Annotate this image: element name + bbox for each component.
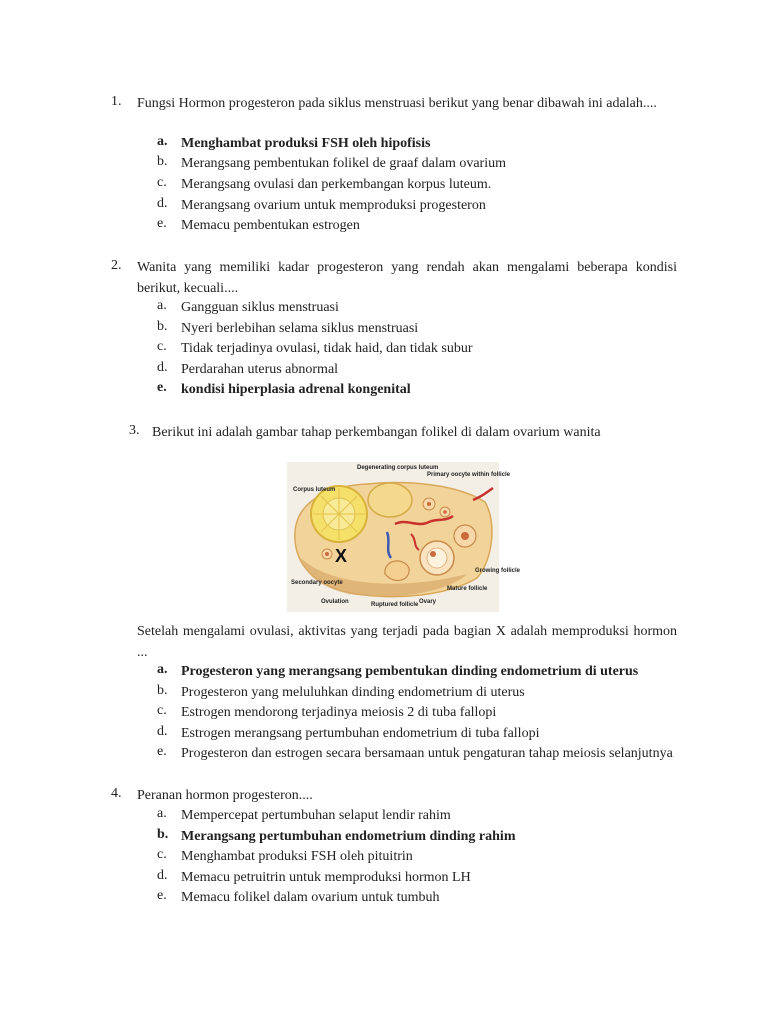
- label-ovary: Ovary: [419, 599, 437, 605]
- label-growing-follicle: Growing follicle: [475, 568, 521, 574]
- degenerating-corpus-luteum: [368, 483, 412, 517]
- marker-x: X: [335, 546, 348, 566]
- ruptured-follicle: [385, 561, 409, 581]
- option-letter: c.: [157, 703, 167, 718]
- option-text: Mempercepat pertumbuhan selaput lendir rahim: [181, 808, 451, 823]
- option-letter: a.: [157, 662, 168, 677]
- option-letter: d.: [157, 868, 168, 883]
- primary-oocyte: [427, 502, 431, 506]
- label-primary-oocyte: Primary oocyte within follicle: [427, 472, 511, 478]
- option-text: kondisi hiperplasia adrenal kongenital: [181, 382, 411, 397]
- question-number: 1.: [111, 94, 122, 109]
- option-letter: b.: [157, 683, 168, 698]
- label-corpus-luteum: Corpus luteum: [293, 487, 336, 493]
- option-text: Progesteron dan estrogen secara bersamaan untuk pengaturan tahap meiosis selanjutnya: [181, 746, 673, 761]
- option-letter: d.: [157, 196, 168, 211]
- option-letter: a.: [157, 134, 168, 149]
- option-letter: c.: [157, 847, 167, 862]
- option-text: Merangsang pembentukan folikel de graaf dalam ovarium: [181, 156, 506, 171]
- question-number: 3.: [129, 423, 140, 438]
- option-text: Memacu petruitrin untuk memproduksi hormon LH: [181, 870, 471, 885]
- option-letter: b.: [157, 319, 168, 334]
- option-text: Memacu folikel dalam ovarium untuk tumbuh: [181, 890, 440, 905]
- label-secondary-oocyte: Secondary oocyte: [291, 580, 343, 586]
- label-ovulation: Ovulation: [321, 599, 349, 605]
- option-letter: e.: [157, 380, 167, 395]
- option-text: Perdarahan uterus abnormal: [181, 362, 339, 377]
- mature-oocyte: [430, 551, 436, 557]
- option-letter: a.: [157, 806, 167, 821]
- option-text: Menghambat produksi FSH oleh hipofisis: [181, 136, 431, 151]
- label-ruptured-follicle: Ruptured follicle: [371, 602, 419, 608]
- option-text: Progesteron yang meluluhkan dinding endometrium di uterus: [181, 685, 525, 700]
- option-letter: e.: [157, 216, 167, 231]
- option-text: Merangsang ovulasi dan perkembangan korpus luteum.: [181, 177, 492, 192]
- option-text: Progesteron yang merangsang pembentukan dinding endometrium di uterus: [181, 664, 639, 679]
- question-number: 2.: [111, 258, 122, 273]
- option-text: Gangguan siklus menstruasi: [181, 300, 339, 315]
- question-text: Wanita yang memiliki kadar progesteron yang rendah akan mengalami beberapa kondisi berikut, kecuali....: [137, 260, 677, 296]
- option-text: Merangsang ovarium untuk memproduksi progesteron: [181, 198, 486, 213]
- option-text: Merangsang pertumbuhan endometrium dinding rahim: [181, 829, 516, 844]
- option-letter: b.: [157, 827, 169, 842]
- question-text: Fungsi Hormon progesteron pada siklus menstruasi berikut yang benar dibawah ini adalah....: [137, 96, 657, 111]
- question-number: 4.: [111, 786, 122, 801]
- option-letter: d.: [157, 724, 168, 739]
- option-letter: c.: [157, 175, 167, 190]
- mature-follicle-antrum: [427, 548, 447, 568]
- option-letter: c.: [157, 339, 167, 354]
- option-letter: b.: [157, 154, 168, 169]
- label-mature-follicle: Mature follicle: [447, 586, 488, 592]
- primary-oocyte: [443, 510, 447, 514]
- option-letter: d.: [157, 360, 168, 375]
- ovary-follicle-diagram: [287, 462, 521, 612]
- question-text: Peranan hormon progesteron....: [137, 788, 313, 803]
- growing-oocyte: [461, 532, 469, 540]
- option-text: Estrogen merangsang pertumbuhan endometrium di tuba fallopi: [181, 726, 540, 741]
- option-letter: e.: [157, 888, 167, 903]
- option-letter: e.: [157, 744, 167, 759]
- question-text: Berikut ini adalah gambar tahap perkembangan folikel di dalam ovarium wanita: [152, 425, 601, 440]
- label-degenerating: Degenerating corpus luteum: [357, 465, 439, 471]
- question-followup: Setelah mengalami ovulasi, aktivitas yang terjadi pada bagian X adalah memproduksi hormon ...: [137, 624, 677, 660]
- ovary-diagram-svg: [287, 462, 521, 612]
- option-text: Memacu pembentukan estrogen: [181, 218, 360, 233]
- option-letter: a.: [157, 298, 167, 313]
- option-text: Tidak terjadinya ovulasi, tidak haid, dan tidak subur: [181, 341, 473, 356]
- secondary-oocyte-nucleus: [325, 552, 329, 556]
- option-text: Menghambat produksi FSH oleh pituitrin: [181, 849, 413, 864]
- option-text: Estrogen mendorong terjadinya meiosis 2 di tuba fallopi: [181, 705, 497, 720]
- option-text: Nyeri berlebihan selama siklus menstruasi: [181, 321, 419, 336]
